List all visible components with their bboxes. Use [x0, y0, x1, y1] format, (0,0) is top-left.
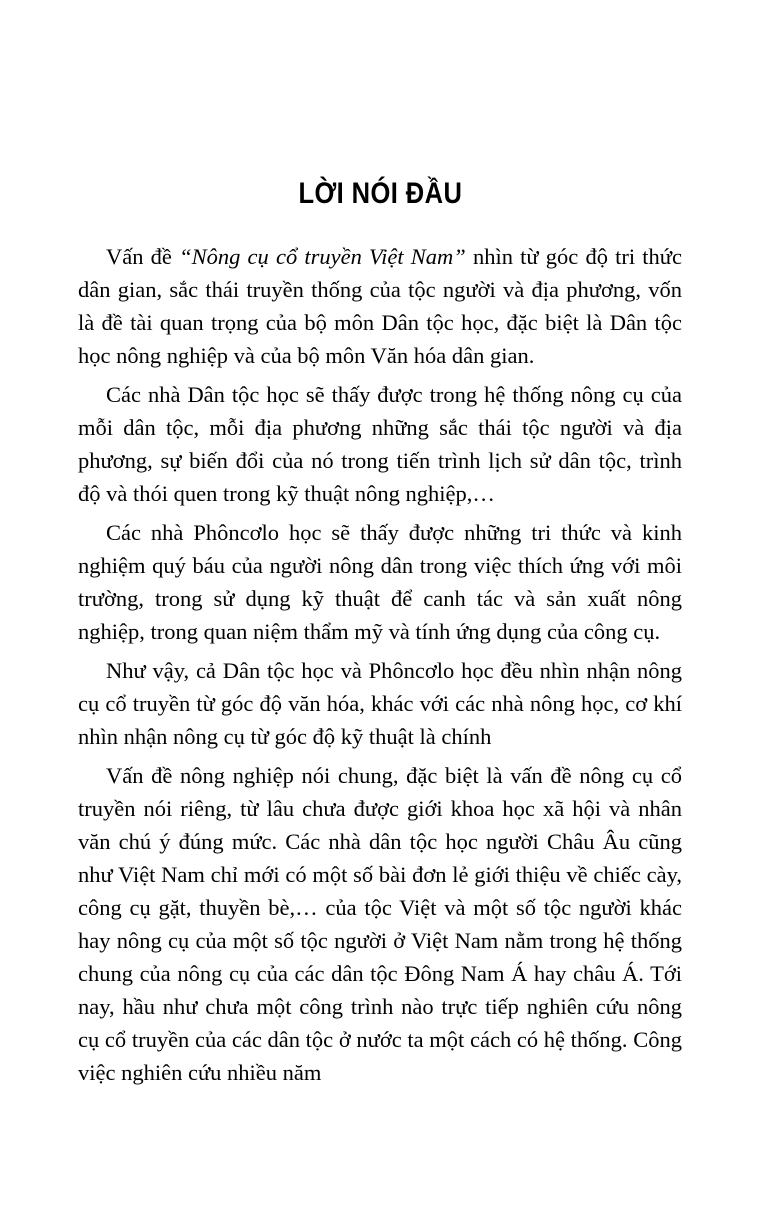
- paragraph-5: Vấn đề nông nghiệp nói chung, đặc biệt là vấn đề nông cụ cổ truyền nói riêng, từ lâu chưa được giới khoa học xã hội và nhân văn chú ý đúng mức. Các nhà dân tộc học người Châu Âu cũng như Việt Nam chỉ mới có một số bài đơn lẻ giới thiệu về chiếc cày, công cụ gặt, thuyền bè,… của tộc Việt và một số tộc người khác hay nông cụ của một số tộc người ở Việt Nam nằm trong hệ thống chung của nông cụ của các dân tộc Đông Nam Á hay châu Á. Tới nay, hầu như chưa một công trình nào trực tiếp nghiên cứu nông cụ cổ truyền của các dân tộc ở nước ta một cách có hệ thống. Công việc nghiên cứu nhiều năm: [78, 763, 682, 1085]
- page-title: [78, 176, 682, 212]
- paragraph-1: [78, 240, 682, 372]
- paragraph-1-quoted-title: “Nông cụ cổ truyền Việt Nam”: [179, 244, 466, 269]
- paragraph-3: Các nhà Phôncơlo học sẽ thấy được những tri thức và kinh nghiệm quý báu của người nông dân trong việc thích ứng với môi trường, trong sử dụng kỹ thuật để canh tác và sản xuất nông nghiệp, trong quan niệm thẩm mỹ và tính ứng dụng của công cụ.: [78, 520, 682, 644]
- page-title-text: LỜI NÓI ĐẦU: [298, 177, 462, 210]
- paragraph-2: Các nhà Dân tộc học sẽ thấy được trong hệ thống nông cụ của mỗi dân tộc, mỗi địa phương những sắc thái tộc người và địa phương, sự biến đổi của nó trong tiến trình lịch sử dân tộc, trình độ và thói quen trong kỹ thuật nông nghiệp,…: [78, 382, 682, 506]
- paragraph-1-rest: nhìn từ góc độ tri thức dân gian, sắc thái truyền thống của tộc người và địa phương, vốn là đề tài quan trọng của bộ môn Dân tộc học, đặc biệt là Dân tộc học nông nghiệp và của bộ môn Văn hóa dân gian.: [78, 244, 682, 368]
- paragraph-1-lead: Vấn đề: [106, 244, 180, 269]
- paragraph-4: Như vậy, cả Dân tộc học và Phôncơlo học đều nhìn nhận nông cụ cổ truyền từ góc độ văn hóa, khác với các nhà nông học, cơ khí nhìn nhận nông cụ từ góc độ kỹ thuật là chính: [78, 658, 682, 749]
